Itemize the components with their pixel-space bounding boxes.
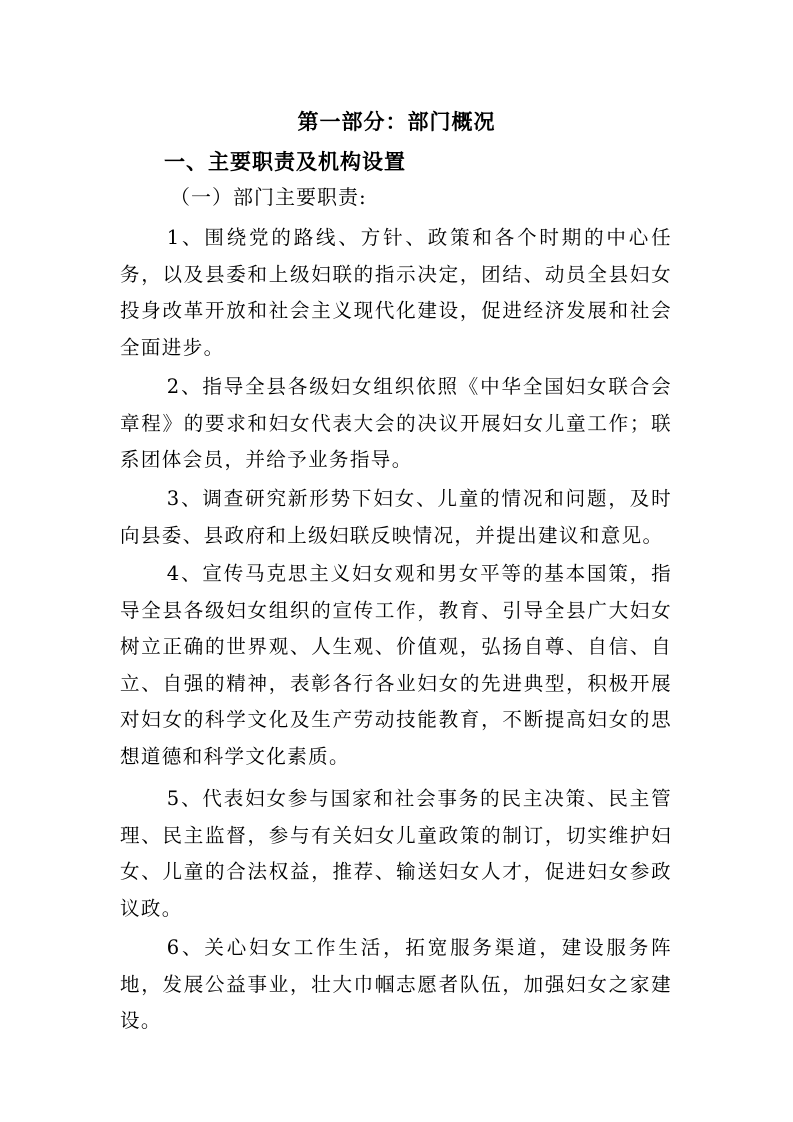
duty-paragraph-6: 6、关心妇女工作生活，拓宽服务渠道，建设服务阵地，发展公益事业，壮大巾帼志愿者队伍，加强妇女之家建设。: [120, 936, 672, 1032]
duty-paragraph-2: 2、指导全县各级妇女组织依照《中华全国妇女联合会章程》的要求和妇女代表大会的决议开展妇女儿童工作；联系团体会员，并给予业务指导。: [120, 375, 672, 471]
page-title: 第一部分：部门概况: [297, 110, 496, 134]
subsection-heading: （一）部门主要职责:: [170, 185, 367, 209]
section-heading: 一、主要职责及机构设置: [164, 150, 406, 174]
duty-paragraph-5: 5、代表妇女参与国家和社会事务的民主决策、民主管理、民主监督，参与有关妇女儿童政策的制订，切实维护妇女、儿童的合法权益，推荐、输送妇女人才，促进妇女参政议政。: [120, 787, 672, 920]
duty-paragraph-3: 3、调查研究新形势下妇女、儿童的情况和问题，及时向县委、县政府和上级妇联反映情况，并提出建议和意见。: [120, 487, 672, 547]
duty-paragraph-1: 1、围绕党的路线、方针、政策和各个时期的中心任务，以及县委和上级妇联的指示决定，团结、动员全县妇女投身改革开放和社会主义现代化建设，促进经济发展和社会全面进步。: [120, 226, 672, 359]
duty-paragraph-4: 4、宣传马克思主义妇女观和男女平等的基本国策，指导全县各级妇女组织的宣传工作，教育、引导全县广大妇女树立正确的世界观、人生观、价值观，弘扬自尊、自信、自立、自强的精神，表彰各行各业妇女的先进典型，积极开展对妇女的科学文化及生产劳动技能教育，不断提高妇女的思想道德和科学文化素质。: [120, 562, 672, 768]
